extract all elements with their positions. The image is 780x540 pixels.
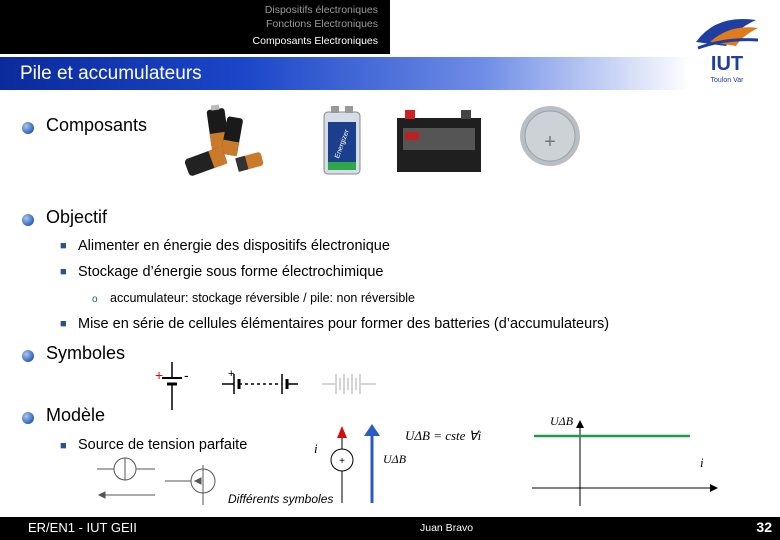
svg-text:+: + [228,368,235,380]
logo-subtext: Toulon Var [710,77,744,84]
slide-title-bar [0,57,690,90]
bullet-symboles: Symboles [46,343,126,363]
ideal-source-diagram [300,418,390,513]
circle-bullet: o [92,294,98,305]
bullet-composants: Composants [46,115,148,135]
bullet-dot [22,214,34,226]
bullet-dot [22,122,34,134]
footer-author: Juan Bravo [420,522,474,534]
objectif-item-1: Alimenter en énergie des dispositifs électronique [78,238,390,254]
square-bullet: ■ [60,266,67,278]
footer-bar [0,517,780,540]
square-bullet: ■ [60,318,67,330]
caption-differents-symboles: Différents symboles [228,492,334,506]
nav-fonctions[interactable]: Fonctions Electroniques [265,18,378,30]
symbol-plus: + [155,367,164,383]
nav-composants[interactable]: Composants Electroniques [252,35,378,47]
symbol-minus: - [184,367,189,383]
bullet-objectif: Objectif [46,207,108,227]
bullet-modele: Modèle [46,405,106,425]
nav-dispositifs[interactable]: Dispositifs électroniques [264,4,378,16]
objectif-item-2: Stockage d’énergie sous forme électrochimique [78,264,384,280]
svg-text:+: + [544,131,556,153]
logo-text: IUT [710,53,744,75]
aa-batteries-image [185,102,265,180]
bullet-dot [22,350,34,362]
graph-ylabel: UΔB [550,414,574,428]
svg-text:+: + [339,456,345,467]
battery-symbols [150,360,380,412]
square-bullet: ■ [60,240,67,252]
objectif-item-3: Mise en série de cellules élémentaires pour former des batteries (d’accumulateurs) [78,316,610,332]
footer-course: ER/EN1 - IUT GEII [28,520,137,535]
square-bullet: ■ [60,440,67,452]
iut-logo [686,12,768,94]
objectif-subitem: accumulateur: stockage réversible / pile: non réversible [110,291,416,305]
slide-title: Pile et accumulateurs [20,63,202,84]
voltage-label: UΔB [383,452,407,466]
voltage-current-graph [530,418,720,513]
modele-item: Source de tension parfaite [78,437,248,453]
graph-xlabel: i [700,455,704,470]
source-symbols-sketch [95,455,225,513]
lead-acid-battery-image [395,108,483,174]
bullet-dot [22,412,34,424]
current-label: i [314,441,318,456]
header-bar [0,0,390,54]
page-number: 32 [756,519,772,535]
9v-battery-image [320,104,364,176]
equation: UΔB = cste ∀i [405,428,482,443]
coin-cell-image [518,104,582,168]
battery-brand: Energizer [334,128,351,160]
